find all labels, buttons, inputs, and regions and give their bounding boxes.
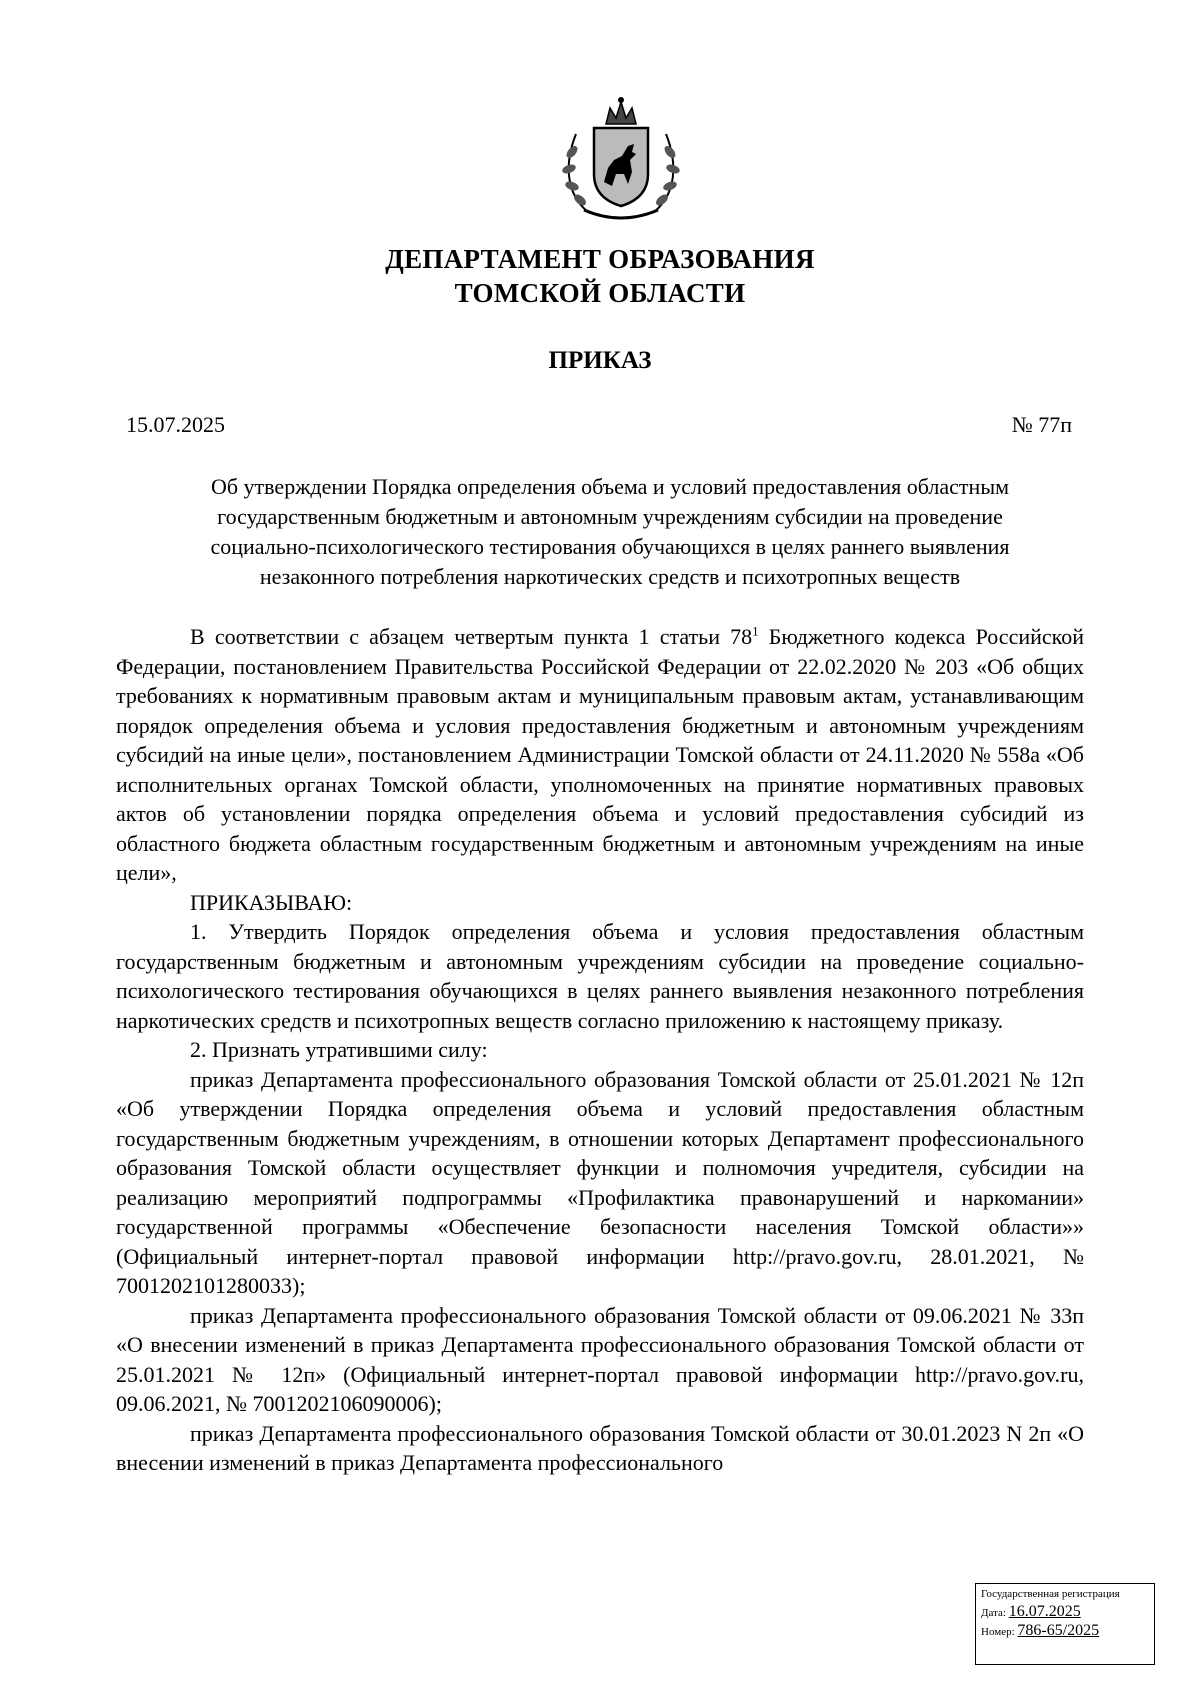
- repealed-order-2: приказ Департамента профессионального образования Томской области от 09.06.2021 № 33п «О внесении изменений в приказ Департамента профессионального образования Томской области от 25.01.2021 № 12п» (Официальный интернет-портал правовой информации http://pravo.gov.ru, 09.06.2021, № 7001202106090006);: [116, 1302, 1084, 1416]
- repealed-order-3: приказ Департамента профессионального образования Томской области от 30.01.2023 N 2п «О внесении изменений в приказ Департамента профессионального: [116, 1420, 1084, 1475]
- subject-line: незаконного потребления наркотических средств и психотропных веществ: [259, 564, 961, 589]
- order-item-2: 2. Признать утратившими силу:: [190, 1037, 488, 1062]
- subject-line: социально-психологического тестирования обучающихся в целях раннего выявления: [210, 534, 1010, 559]
- order-item-1: 1. Утвердить Порядок определения объема и условия предоставления областным государственным бюджетным и автономным учреждениям субсидии на проведение социально-психологического тестирования обучающихся в целях раннего выявления незаконного потребления наркотических средств и психотропных веществ согласно приложению к настоящему приказу.: [116, 919, 1084, 1033]
- document-body: [116, 622, 1084, 1478]
- subject-line: государственным бюджетным и автономным учреждениям субсидии на проведение: [217, 504, 1003, 529]
- preamble-text-rest: Бюджетного кодекса Российской Федерации, постановлением Правительства Российской Федерации от 22.02.2020 № 203 «Об общих требованиях к нормативным правовым актам и муниципальным правовым актам, устанавливающим порядок определения объема и условия предоставления бюджетным и автономным учреждениям субсидий на иные цели», постановлением Администрации Томской области от 24.11.2020 № 558а «Об исполнительных органах Томской области, уполномоченных на принятие нормативных правовых актов об установлении порядка определения объема и условий предоставления субсидий из областного бюджета областным государственным бюджетным и автономным учреждениям на иные цели»,: [116, 624, 1084, 885]
- document-type: ПРИКАЗ: [548, 347, 652, 374]
- preamble-paragraph: [116, 622, 1084, 888]
- coat-of-arms-icon: [558, 94, 684, 224]
- order-word: ПРИКАЗЫВАЮ:: [190, 889, 353, 915]
- stamp-title: Государственная регистрация: [981, 1588, 1120, 1600]
- document-subject: [140, 472, 1080, 592]
- subject-line: Об утверждении Порядка определения объема и условий предоставления областным: [210, 474, 1010, 499]
- stamp-number-label: Номер:: [981, 1626, 1015, 1638]
- article-superscript: 1: [752, 623, 759, 639]
- stamp-date-value: 16.07.2025: [1008, 1603, 1081, 1620]
- organization-name-line1: ДЕПАРТАМЕНТ ОБРАЗОВАНИЯ: [385, 244, 815, 274]
- document-number: № 77п: [1011, 412, 1072, 437]
- organization-name-line2: ТОМСКОЙ ОБЛАСТИ: [454, 278, 746, 308]
- stamp-date-label: Дата:: [981, 1607, 1006, 1619]
- stamp-number-value: 786-65/2025: [1017, 1622, 1100, 1639]
- repealed-order-1: приказ Департамента профессионального образования Томской области от 25.01.2021 № 12п «Об утверждении Порядка определения объема и условий предоставления областным государственным бюджетным учреждениям, в отношении которых Департамент профессионального образования Томской области осуществляет функции и полномочия учредителя, субсидии на реализацию мероприятий подпрограммы «Профилактика правонарушений и наркомании» государственной программы «Обеспечение безопасности населения Томской области»» (Официальный интернет-портал правовой информации http://pravo.gov.ru, 28.01.2021, № 7001202101280033);: [116, 1066, 1084, 1298]
- document-date: 15.07.2025: [126, 412, 225, 437]
- registration-stamp: [975, 1583, 1155, 1665]
- preamble-text-start: В соответствии с абзацем четвертым пункта 1 статьи 78: [190, 624, 753, 649]
